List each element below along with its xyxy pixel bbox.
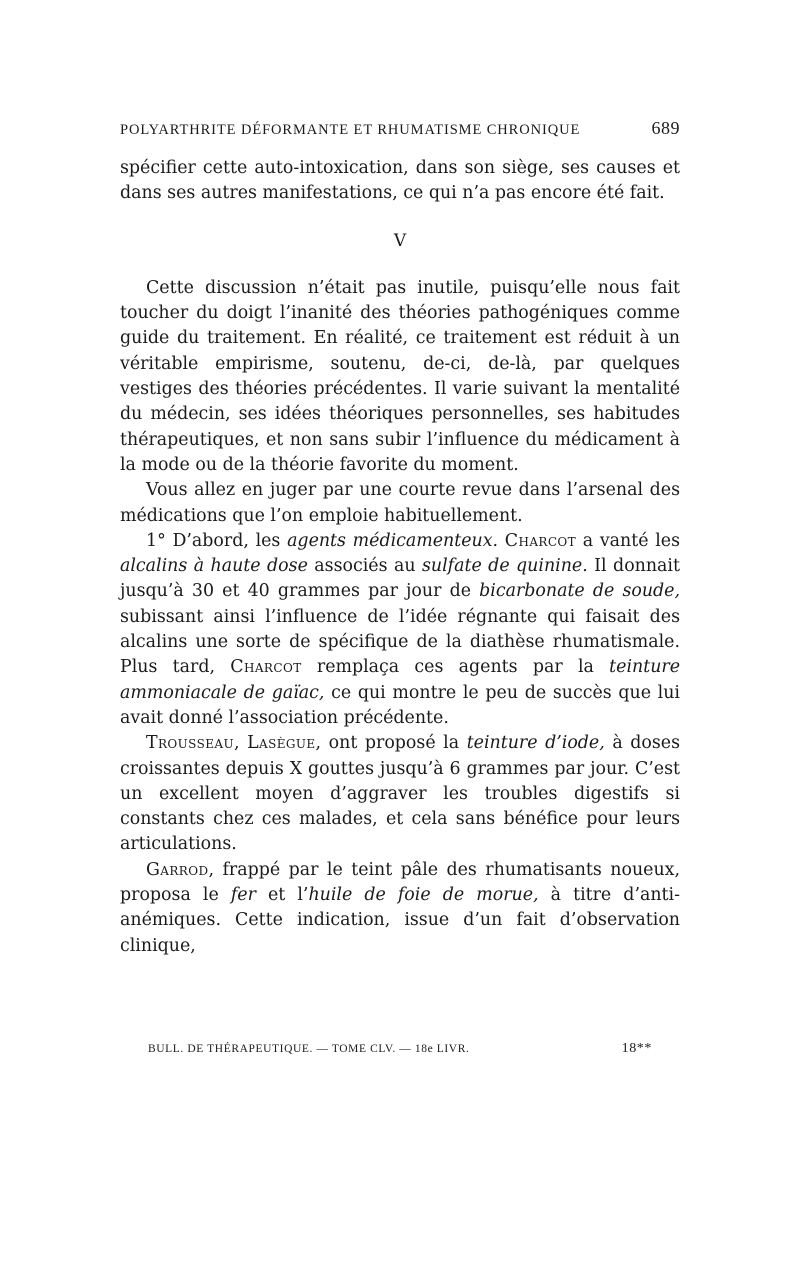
section-heading: V: [393, 230, 407, 251]
journal-reference: BULL. DE THÉRAPEUTIQUE. — TOME CLV. — 18e LIVR.: [148, 1043, 470, 1055]
italic-term: alcalins à haute dose: [120, 556, 308, 577]
signature-mark: 18**: [621, 1041, 652, 1056]
author-name: Lasègue: [247, 733, 316, 754]
author-name: Charcot: [504, 530, 577, 551]
italic-term: teinture d’iode,: [466, 733, 605, 754]
italic-term: bicarbonate de soude,: [479, 581, 681, 602]
paragraph-continuation: spécifier cette auto-intoxication, dans son siège, ses causes et dans ses autres manifestations, ce qui n’a pas encore été fait.: [120, 158, 680, 204]
author-name: Garrod: [146, 859, 209, 880]
paragraph-fer: Garrod, frappé par le teint pâle des rhumatisants noueux, proposa le fer et l’huile de foie de morue, à titre d’anti-anémiques. Cette indication, issue d’un fait d’observation clinique,: [120, 859, 680, 956]
author-name: Charcot: [230, 657, 302, 678]
italic-term: sulfate de quinine.: [421, 556, 588, 577]
italic-term: fer: [230, 885, 256, 906]
paragraph-iode: Trousseau, Lasègue, ont proposé la teinture d’iode, à doses croissantes depuis X gouttes jusqu’à 6 grammes par jour. C’est un excellent moyen d’aggraver les troubles digestifs si constants chez ces malades, et cela sans bénéfice pour leurs articulations.: [120, 733, 681, 855]
running-title: POLYARTHRITE DÉFORMANTE ET RHUMATISME CHRONIQUE: [120, 122, 581, 138]
paragraph-discussion: Cette discussion n’était pas inutile, puisqu’elle nous fait toucher du doigt l’inanité des théories pathogéniques comme guide du traitement. En réalité, ce traitement est réduit à un véritable empirisme, soutenu, de-ci, de-là, par quelques vestiges des théories précédentes. Il varie suivant la mentalité du médecin, ses idées théoriques personnelles, ses habitudes thérapeutiques, et non sans subir l’influence du médicament à la mode ou de la théorie favorite du moment.: [120, 277, 680, 475]
page-footer: [120, 1041, 680, 1057]
running-header: [120, 118, 680, 139]
body-text: [120, 156, 680, 959]
author-name: Trousseau: [146, 733, 234, 754]
page-number: 689: [651, 118, 680, 138]
italic-term: teinture ammoniacale de gaïac,: [120, 657, 681, 703]
italic-term: agents médicamenteux.: [287, 530, 499, 551]
paragraph-agents: 1° D’abord, les agents médicamenteux. Charcot a vanté les alcalins à haute dose associés au sulfate de quinine. Il donnait jusqu’à 30 et 40 grammes par jour de bicarbonate de soude, subissant ainsi l’influence de l’idée régnante qui faisait des alcalins une sorte de spécifique de la diathèse rhumatismale. Plus tard, Charcot remplaça ces agents par la teinture ammoniacale de gaïac, ce qui montre le peu de succès que lui avait donné l’association précédente.: [120, 530, 681, 728]
italic-term: huile de foie de morue,: [308, 885, 539, 906]
paragraph-revue: Vous allez en juger par une courte revue dans l’arsenal des médications que l’on emploie habituellement.: [120, 480, 680, 526]
